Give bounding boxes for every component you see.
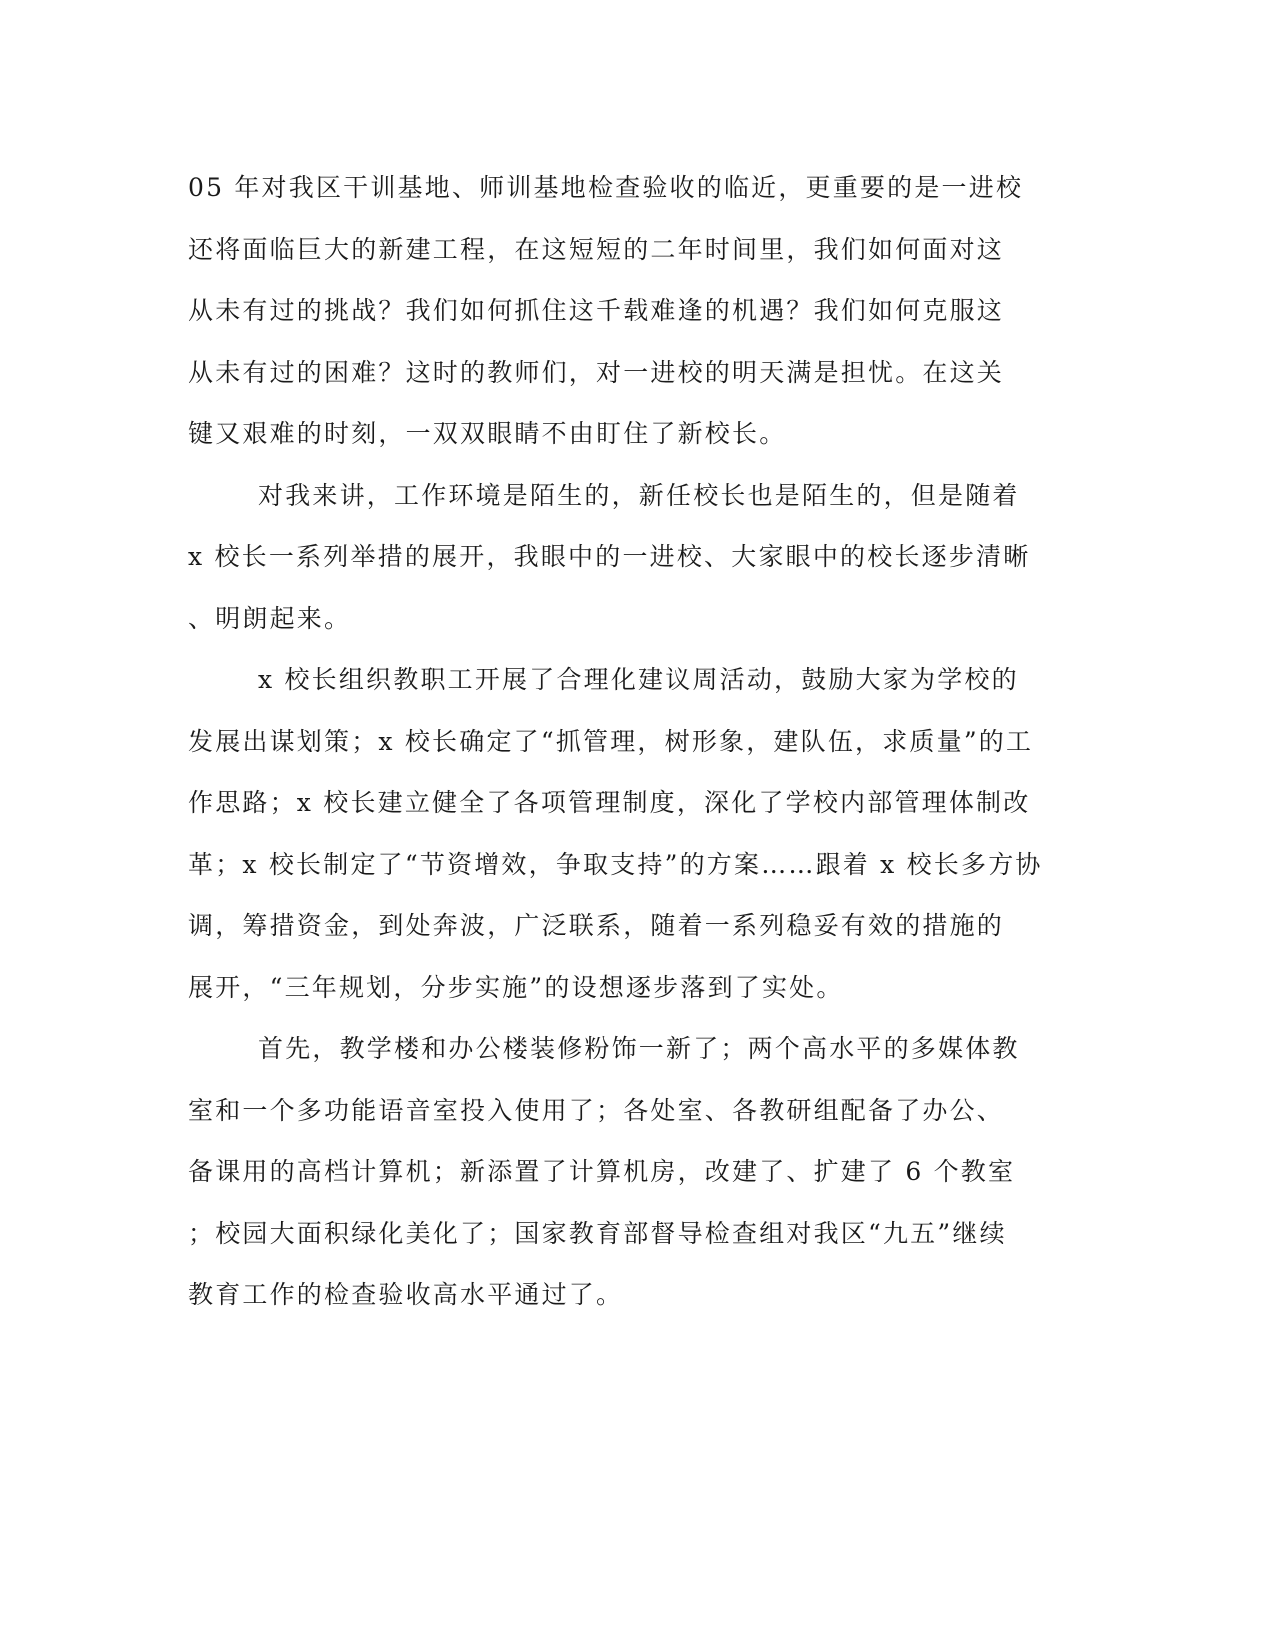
text-line: 展开，“三年规划，分步实施”的设想逐步落到了实处。 xyxy=(188,972,844,1002)
text-line: 还将面临巨大的新建工程，在这短短的二年时间里，我们如何面对这 xyxy=(188,234,1005,264)
text-line: 备课用的高档计算机；新添置了计算机房，改建了、扩建了 6 个教室 xyxy=(188,1157,1016,1186)
paragraph-first-line: 对我来讲，工作环境是陌生的，新任校长也是陌生的，但是随着 xyxy=(258,480,1020,510)
text-line: 调，筹措资金，到处奔波，广泛联系，随着一系列稳妥有效的措施的 xyxy=(188,911,1005,940)
text-line: 、明朗起来。 xyxy=(188,603,352,633)
paragraph-first-line: x 校长组织教职工开展了合理化建议周活动，鼓励大家为学校的 xyxy=(258,665,1019,694)
text-line: 教育工作的检查验收高水平通过了。 xyxy=(188,1280,624,1309)
text-line: 革；x 校长制定了“节资增效，争取支持”的方案……跟着 x 校长多方协 xyxy=(188,849,1043,879)
body-text xyxy=(188,157,1088,1326)
text-line: ；校园大面积绿化美化了；国家教育部督导检查组对我区“九五”继续 xyxy=(188,1218,1007,1248)
text-line: 作思路；x 校长建立健全了各项管理制度，深化了学校内部管理体制改 xyxy=(188,788,1031,817)
text-line: 从未有过的困难？这时的教师们，对一进校的明天满是担忧。在这关 xyxy=(188,357,1005,387)
text-line: 发展出谋划策；x 校长确定了“抓管理，树形象，建队伍，求质量”的工 xyxy=(188,726,1034,756)
text-line: 键又艰难的时刻，一双双眼睛不由盯住了新校长。 xyxy=(188,419,787,448)
text-line: 从未有过的挑战？我们如何抓住这千载难逢的机遇？我们如何克服这 xyxy=(188,296,1005,325)
text-line: 室和一个多功能语音室投入使用了；各处室、各教研组配备了办公、 xyxy=(188,1095,1005,1125)
paragraph-first-line: 首先，教学楼和办公楼装修粉饰一新了；两个高水平的多媒体教 xyxy=(258,1034,1020,1063)
text-line: 05 年对我区干训基地、师训基地检查验收的临近，更重要的是一进校 xyxy=(188,173,1024,202)
text-line: x 校长一系列举措的展开，我眼中的一进校、大家眼中的校长逐步清晰 xyxy=(188,542,1031,571)
